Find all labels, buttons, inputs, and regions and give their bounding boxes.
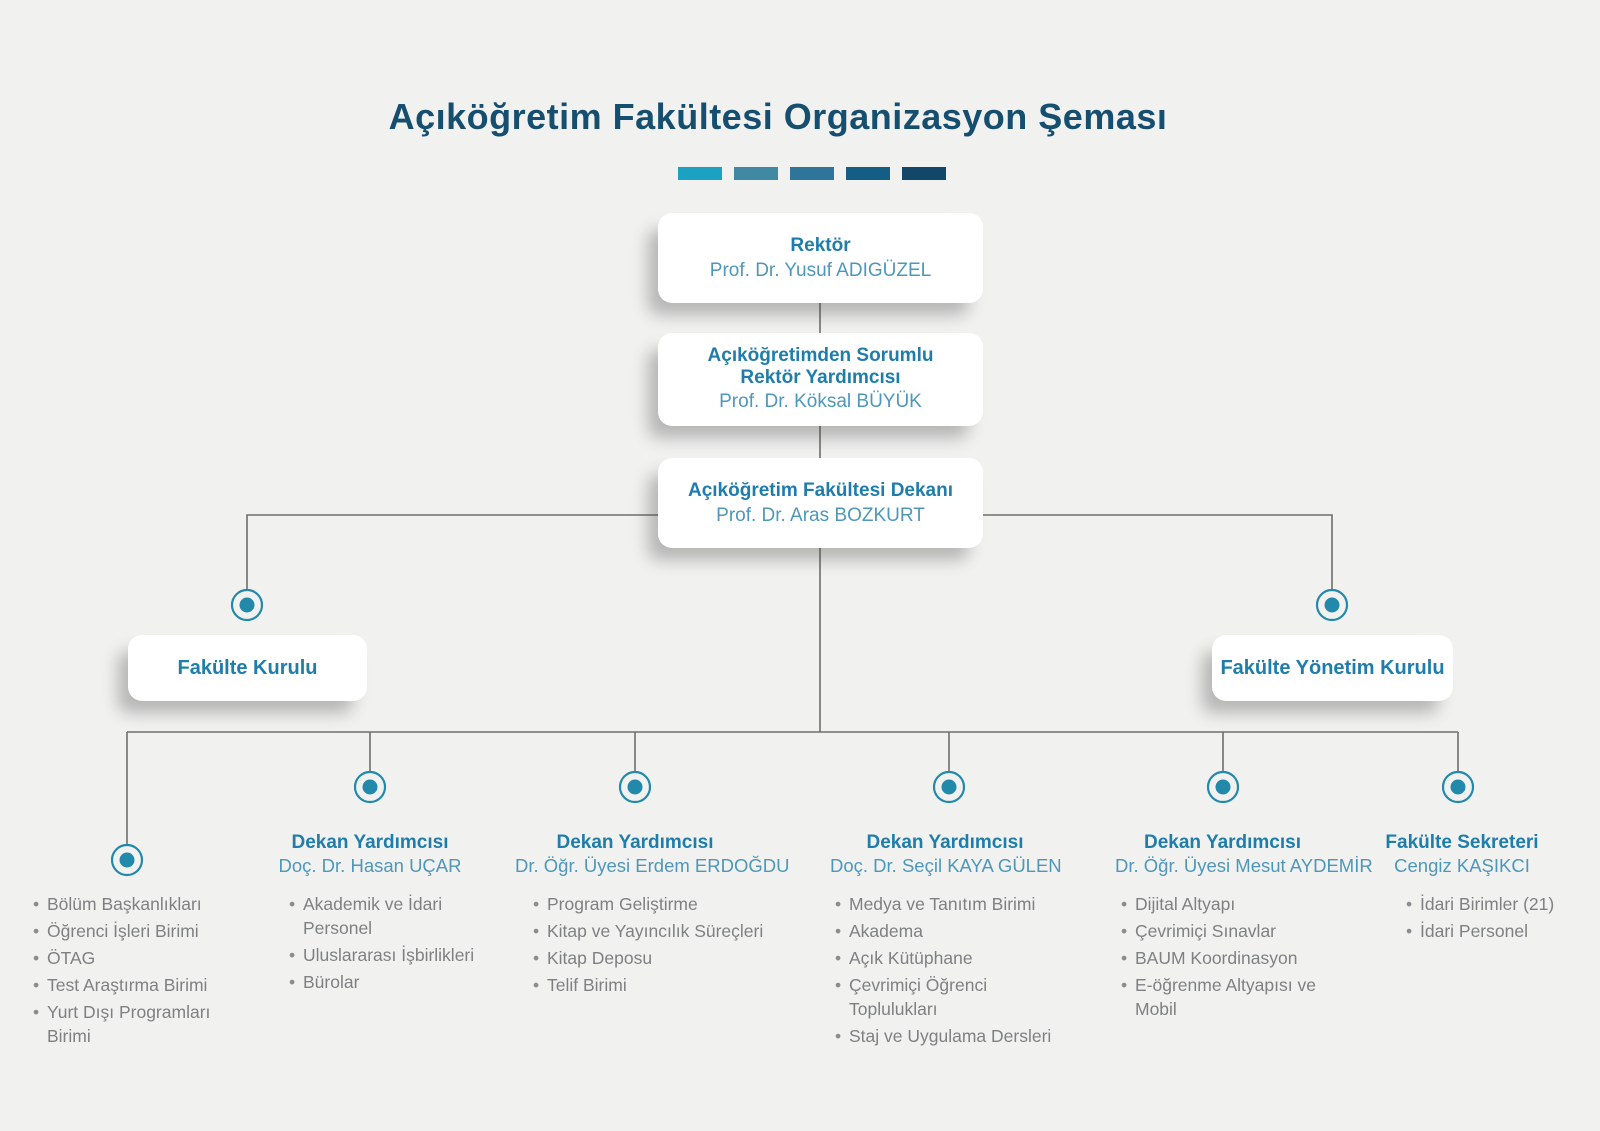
color-bar xyxy=(678,167,722,180)
list-item: • ÖTAG xyxy=(33,946,233,970)
list-item: • Kitap Deposu xyxy=(533,946,755,970)
list-item: • Çevrimiçi Öğrenci Toplulukları xyxy=(835,973,1060,1021)
list-item: • Açık Kütüphane xyxy=(835,946,1060,970)
list-item: • Çevrimiçi Sınavlar xyxy=(1121,919,1330,943)
list-item: • Medya ve Tanıtım Birimi xyxy=(835,892,1060,916)
color-bar xyxy=(846,167,890,180)
column-dekan-yardimcisi-aydemir xyxy=(1115,831,1373,1024)
list-item: • Akademik ve İdari Personel xyxy=(289,892,475,940)
color-bar xyxy=(734,167,778,180)
column-title: Dekan Yardımcısı xyxy=(291,832,449,853)
list-item: • İdari Personel xyxy=(1406,919,1562,943)
list-item: • Bürolar xyxy=(289,970,475,994)
column-dekan-yardimcisi-erdogdu xyxy=(515,831,790,1000)
node-circle xyxy=(232,590,262,620)
color-bar xyxy=(790,167,834,180)
column-list xyxy=(1406,892,1562,943)
page-title: Açıköğretim Fakültesi Organizasyon Şeması xyxy=(388,96,1168,138)
column-person: Doç. Dr. Hasan UÇAR xyxy=(278,855,462,876)
list-item: • Yurt Dışı Programları Birimi xyxy=(33,1000,233,1048)
node-circle xyxy=(355,772,385,802)
node-circle xyxy=(1317,590,1347,620)
connector-line xyxy=(247,515,658,605)
list-item: • Uluslararası İşbirlikleri xyxy=(289,943,475,967)
node-title: Açıköğretimden Sorumlu xyxy=(707,345,934,366)
list-item: • E-öğrenme Altyapısı ve Mobil xyxy=(1121,973,1330,1021)
color-bar xyxy=(902,167,946,180)
column-title: Dekan Yardımcısı xyxy=(866,832,1024,853)
node-dekan xyxy=(658,458,983,548)
column-person: Dr. Öğr. Üyesi Erdem ERDOĞDU xyxy=(515,855,790,876)
node-fakulte-kurulu xyxy=(128,635,367,701)
column-bolum-birimleri xyxy=(28,892,233,1051)
list-item: • İdari Birimler (21) xyxy=(1406,892,1562,916)
column-list xyxy=(289,892,475,994)
node-title: Fakülte Kurulu xyxy=(177,656,318,679)
node-title: Rektör Yardımcısı xyxy=(740,367,901,388)
list-item: • Kitap ve Yayıncılık Süreçleri xyxy=(533,919,755,943)
column-person: Dr. Öğr. Üyesi Mesut AYDEMİR xyxy=(1115,855,1373,876)
column-person: Doç. Dr. Seçil KAYA GÜLEN xyxy=(830,855,1062,876)
node-title: Açıköğretim Fakültesi Dekanı xyxy=(687,479,954,501)
node-rektor-yardimcisi xyxy=(658,333,983,426)
node-person: Prof. Dr. Yusuf ADIGÜZEL xyxy=(709,259,932,281)
node-title: Rektör xyxy=(790,234,851,256)
list-item: • Program Geliştirme xyxy=(533,892,755,916)
column-title: Dekan Yardımcısı xyxy=(556,832,714,853)
list-item: • BAUM Koordinasyon xyxy=(1121,946,1330,970)
list-item: • Test Araştırma Birimi xyxy=(33,973,233,997)
column-person: Cengiz KAŞIKCI xyxy=(1394,855,1530,876)
column-list xyxy=(835,892,1060,1048)
list-item: • Dijital Altyapı xyxy=(1121,892,1330,916)
node-fakulte-yonetim-kurulu xyxy=(1212,635,1453,701)
decorative-color-bars xyxy=(678,167,946,180)
list-item: • Akadema xyxy=(835,919,1060,943)
node-circle xyxy=(1443,772,1473,802)
column-dekan-yardimcisi-kaya-gulen xyxy=(830,831,1060,1051)
node-person: Prof. Dr. Aras BOZKURT xyxy=(716,504,925,526)
column-title: Dekan Yardımcısı xyxy=(1143,832,1302,853)
list-item: • Bölüm Başkanlıkları xyxy=(33,892,233,916)
node-circle xyxy=(1208,772,1238,802)
node-person: Prof. Dr. Köksal BÜYÜK xyxy=(719,391,922,412)
column-dekan-yardimcisi-ucar xyxy=(265,831,475,997)
node-circle xyxy=(112,845,142,875)
node-title: Fakülte Yönetim Kurulu xyxy=(1220,656,1445,679)
column-fakulte-sekreteri xyxy=(1362,831,1562,946)
column-list xyxy=(533,892,764,997)
column-list xyxy=(33,892,233,1048)
column-list xyxy=(1121,892,1330,1021)
node-circle xyxy=(620,772,650,802)
list-item: • Telif Birimi xyxy=(533,973,755,997)
list-item: • Staj ve Uygulama Dersleri xyxy=(835,1024,1060,1048)
node-circle xyxy=(934,772,964,802)
node-rektor xyxy=(658,213,983,303)
column-title: Fakülte Sekreteri xyxy=(1385,832,1539,853)
list-item: • Öğrenci İşleri Birimi xyxy=(33,919,233,943)
connector-line xyxy=(983,515,1332,605)
